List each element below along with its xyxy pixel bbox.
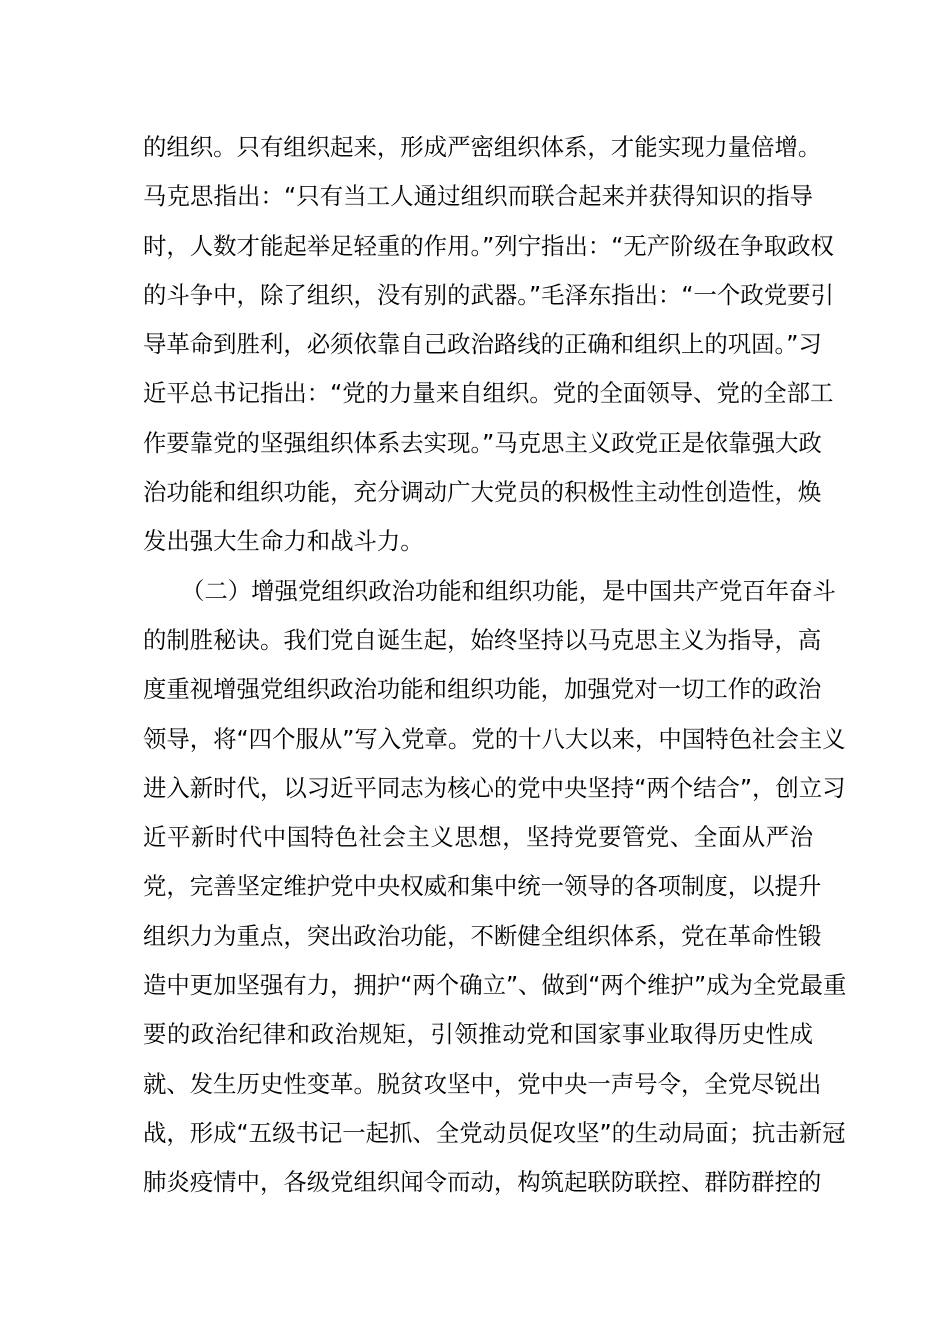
text-line: 要的政治纪律和政治规矩，引领推动党和国家事业取得历史性成 xyxy=(143,1020,813,1049)
text-line: 作要靠党的坚强组织体系去实现。”马克思主义政党正是依靠强大政 xyxy=(143,428,822,457)
text-line: 马克思指出：“只有当工人通过组织而联合起来并获得知识的指导 xyxy=(143,182,813,211)
text-line: 的组织。只有组织起来，形成严密组织体系，才能实现力量倍增。 xyxy=(143,133,822,161)
text-line: 党，完善坚定维护党中央权威和集中统一领导的各项制度，以提升 xyxy=(143,872,822,901)
body-text xyxy=(143,123,847,1208)
text-line: 就、发生历史性变革。脱贫攻坚中，党中央一声号令，全党尽锐出 xyxy=(143,1069,822,1098)
text-line: 近平总书记指出：“党的力量来自组织。党的全面领导、党的全部工 xyxy=(143,379,834,408)
text-line: 的制胜秘诀。我们党自诞生起，始终坚持以马克思主义为指导，高 xyxy=(143,625,822,654)
text-line: 时，人数才能起举足轻重的作用。”列宁指出：“无产阶级在争取政权 xyxy=(143,231,834,260)
text-line: 的斗争中，除了组织，没有别的武器。”毛泽东指出：“一个政党要引 xyxy=(143,280,834,309)
text-line: 组织力为重点，突出政治功能，不断健全组织体系，党在革命性锻 xyxy=(143,921,822,950)
text-line: 肺炎疫情中，各级党组织闻令而动，构筑起联防联控、群防群控的 xyxy=(143,1168,822,1197)
text-line: 进入新时代，以习近平同志为核心的党中央坚持“两个结合”，创立习 xyxy=(143,773,846,802)
text-line: 近平新时代中国特色社会主义思想，坚持党要管党、全面从严治 xyxy=(143,823,813,852)
text-line: 导革命到胜利，必须依靠自己政治路线的正确和组织上的巩固。”习 xyxy=(143,330,822,359)
paragraph-end-line: 发出强大生命力和战斗力。 xyxy=(143,527,424,556)
text-line: 战，形成“五级书记一起抓、全党动员促攻坚”的生动局面；抗击新冠 xyxy=(143,1118,846,1147)
text-line: 治功能和组织功能，充分调动广大党员的积极性主动性创造性，焕 xyxy=(143,478,822,507)
text-line: 造中更加坚强有力，拥护“两个确立”、做到“两个维护”成为全党最重 xyxy=(143,971,847,1000)
section-heading-line: （二）增强党组织政治功能和组织功能，是中国共产党百年奋斗 xyxy=(181,576,836,605)
text-line: 领导，将“四个服从”写入党章。党的十八大以来，中国特色社会主义 xyxy=(143,724,846,753)
text-line: 度重视增强党组织政治功能和组织功能，加强党对一切工作的政治 xyxy=(143,675,822,704)
